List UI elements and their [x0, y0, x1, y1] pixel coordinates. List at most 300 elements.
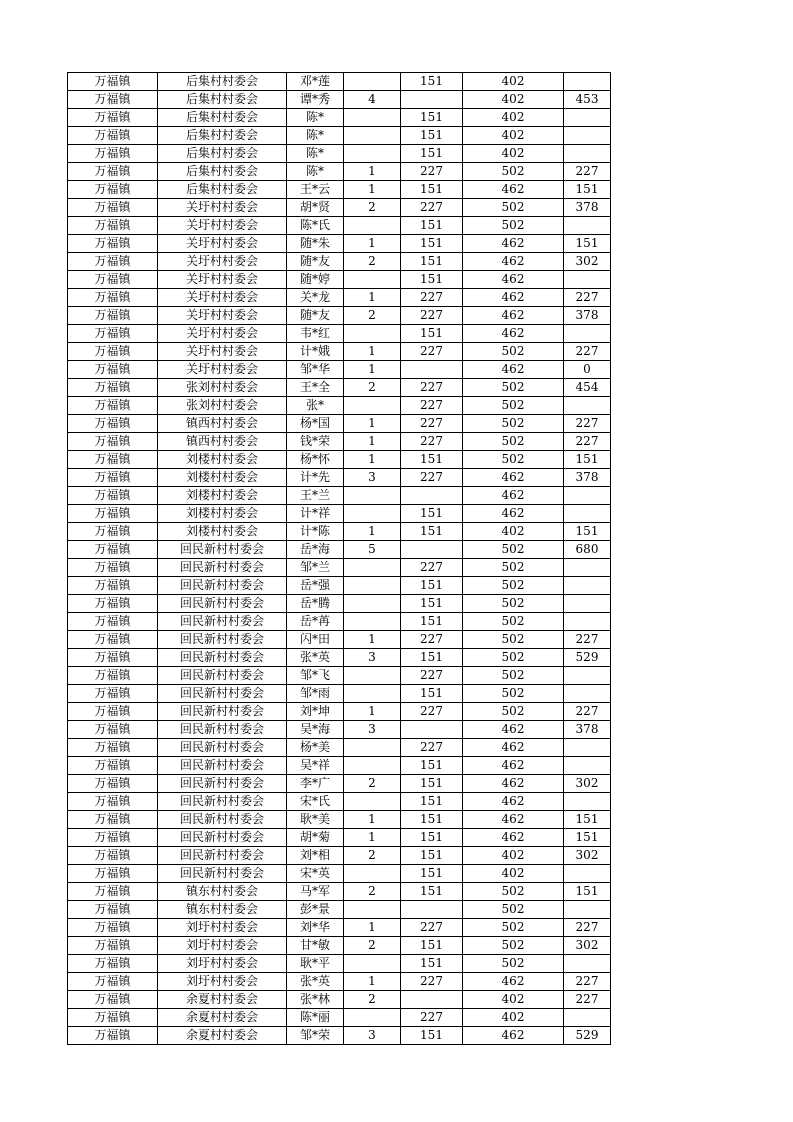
count-cell: 3	[344, 1027, 401, 1045]
value-a-cell: 151	[401, 451, 463, 469]
value-b-cell: 502	[463, 667, 564, 685]
table-row	[68, 577, 611, 595]
value-a-cell: 151	[401, 883, 463, 901]
value-b-cell: 462	[463, 793, 564, 811]
count-cell: 1	[344, 973, 401, 991]
value-a-cell: 151	[401, 523, 463, 541]
name-cell: 随*友	[287, 253, 344, 271]
village-cell: 刘圩村村委会	[158, 955, 287, 973]
name-cell: 陈*	[287, 127, 344, 145]
total-cell	[564, 955, 611, 973]
table-row	[68, 775, 611, 793]
value-a-cell: 151	[401, 793, 463, 811]
value-b-cell: 462	[463, 775, 564, 793]
town-cell: 万福镇	[68, 685, 158, 703]
table-row	[68, 469, 611, 487]
total-cell	[564, 793, 611, 811]
value-a-cell: 227	[401, 163, 463, 181]
table-row	[68, 649, 611, 667]
village-cell: 关圩村村委会	[158, 289, 287, 307]
total-cell	[564, 595, 611, 613]
count-cell	[344, 145, 401, 163]
count-cell	[344, 901, 401, 919]
count-cell	[344, 577, 401, 595]
count-cell: 1	[344, 235, 401, 253]
village-cell: 关圩村村委会	[158, 361, 287, 379]
name-cell: 王*云	[287, 181, 344, 199]
town-cell: 万福镇	[68, 991, 158, 1009]
value-a-cell: 227	[401, 379, 463, 397]
value-b-cell: 462	[463, 811, 564, 829]
count-cell: 1	[344, 289, 401, 307]
value-a-cell	[401, 901, 463, 919]
town-cell: 万福镇	[68, 127, 158, 145]
town-cell: 万福镇	[68, 919, 158, 937]
village-cell: 关圩村村委会	[158, 217, 287, 235]
table-row	[68, 199, 611, 217]
value-b-cell: 502	[463, 703, 564, 721]
value-b-cell: 402	[463, 91, 564, 109]
table-row	[68, 109, 611, 127]
village-cell: 回民新村村委会	[158, 667, 287, 685]
total-cell: 378	[564, 721, 611, 739]
total-cell	[564, 325, 611, 343]
count-cell	[344, 325, 401, 343]
town-cell: 万福镇	[68, 703, 158, 721]
name-cell: 吴*祥	[287, 757, 344, 775]
town-cell: 万福镇	[68, 379, 158, 397]
table-row	[68, 181, 611, 199]
village-cell: 后集村村委会	[158, 127, 287, 145]
table-row	[68, 973, 611, 991]
village-cell: 回民新村村委会	[158, 631, 287, 649]
value-a-cell: 151	[401, 685, 463, 703]
table-row	[68, 163, 611, 181]
table-row	[68, 325, 611, 343]
village-cell: 刘楼村村委会	[158, 451, 287, 469]
village-cell: 镇东村村委会	[158, 883, 287, 901]
count-cell	[344, 739, 401, 757]
total-cell: 151	[564, 811, 611, 829]
town-cell: 万福镇	[68, 1027, 158, 1045]
count-cell	[344, 487, 401, 505]
name-cell: 计*祥	[287, 505, 344, 523]
value-b-cell: 502	[463, 163, 564, 181]
total-cell	[564, 901, 611, 919]
town-cell: 万福镇	[68, 487, 158, 505]
count-cell: 2	[344, 847, 401, 865]
name-cell: 刘*相	[287, 847, 344, 865]
count-cell: 2	[344, 379, 401, 397]
value-b-cell: 462	[463, 361, 564, 379]
name-cell: 计*娥	[287, 343, 344, 361]
name-cell: 王*兰	[287, 487, 344, 505]
count-cell: 1	[344, 703, 401, 721]
table-row	[68, 451, 611, 469]
value-b-cell: 502	[463, 415, 564, 433]
town-cell: 万福镇	[68, 289, 158, 307]
table-row	[68, 865, 611, 883]
town-cell: 万福镇	[68, 235, 158, 253]
value-a-cell: 151	[401, 955, 463, 973]
name-cell: 谭*秀	[287, 91, 344, 109]
value-b-cell: 462	[463, 721, 564, 739]
count-cell: 1	[344, 829, 401, 847]
value-a-cell: 227	[401, 973, 463, 991]
table-row	[68, 793, 611, 811]
total-cell: 227	[564, 433, 611, 451]
value-a-cell: 151	[401, 577, 463, 595]
table-row	[68, 523, 611, 541]
table-row	[68, 1009, 611, 1027]
count-cell	[344, 613, 401, 631]
count-cell: 4	[344, 91, 401, 109]
name-cell: 杨*美	[287, 739, 344, 757]
table-row	[68, 811, 611, 829]
name-cell: 彭*景	[287, 901, 344, 919]
value-a-cell: 151	[401, 613, 463, 631]
value-a-cell	[401, 541, 463, 559]
value-b-cell: 462	[463, 757, 564, 775]
value-b-cell: 502	[463, 577, 564, 595]
count-cell: 2	[344, 991, 401, 1009]
value-a-cell: 151	[401, 775, 463, 793]
table-row	[68, 289, 611, 307]
name-cell: 张*英	[287, 973, 344, 991]
value-a-cell: 151	[401, 505, 463, 523]
total-cell: 378	[564, 199, 611, 217]
value-a-cell: 227	[401, 667, 463, 685]
value-a-cell: 227	[401, 307, 463, 325]
town-cell: 万福镇	[68, 199, 158, 217]
value-b-cell: 502	[463, 631, 564, 649]
village-cell: 关圩村村委会	[158, 271, 287, 289]
town-cell: 万福镇	[68, 955, 158, 973]
value-a-cell	[401, 991, 463, 1009]
town-cell: 万福镇	[68, 73, 158, 91]
table-row	[68, 703, 611, 721]
table-row	[68, 559, 611, 577]
town-cell: 万福镇	[68, 829, 158, 847]
total-cell	[564, 757, 611, 775]
total-cell: 454	[564, 379, 611, 397]
value-b-cell: 502	[463, 451, 564, 469]
total-cell: 227	[564, 415, 611, 433]
town-cell: 万福镇	[68, 343, 158, 361]
table-row	[68, 595, 611, 613]
value-a-cell: 227	[401, 397, 463, 415]
name-cell: 陈*丽	[287, 1009, 344, 1027]
total-cell	[564, 613, 611, 631]
count-cell: 2	[344, 307, 401, 325]
count-cell: 2	[344, 937, 401, 955]
value-a-cell	[401, 361, 463, 379]
town-cell: 万福镇	[68, 739, 158, 757]
total-cell	[564, 127, 611, 145]
town-cell: 万福镇	[68, 145, 158, 163]
name-cell: 关*龙	[287, 289, 344, 307]
total-cell: 151	[564, 451, 611, 469]
table-row	[68, 541, 611, 559]
value-b-cell: 502	[463, 397, 564, 415]
name-cell: 陈*	[287, 163, 344, 181]
value-b-cell: 502	[463, 217, 564, 235]
count-cell	[344, 73, 401, 91]
count-cell: 1	[344, 361, 401, 379]
value-b-cell: 402	[463, 847, 564, 865]
table-row	[68, 739, 611, 757]
count-cell: 1	[344, 163, 401, 181]
total-cell	[564, 73, 611, 91]
count-cell: 3	[344, 721, 401, 739]
total-cell: 378	[564, 469, 611, 487]
name-cell: 随*朱	[287, 235, 344, 253]
name-cell: 岳*腾	[287, 595, 344, 613]
town-cell: 万福镇	[68, 649, 158, 667]
name-cell: 邹*华	[287, 361, 344, 379]
table-row	[68, 721, 611, 739]
table-row	[68, 73, 611, 91]
village-cell: 关圩村村委会	[158, 199, 287, 217]
total-cell	[564, 109, 611, 127]
village-cell: 关圩村村委会	[158, 307, 287, 325]
village-cell: 关圩村村委会	[158, 343, 287, 361]
town-cell: 万福镇	[68, 775, 158, 793]
total-cell: 0	[564, 361, 611, 379]
name-cell: 耿*平	[287, 955, 344, 973]
count-cell	[344, 271, 401, 289]
village-cell: 回民新村村委会	[158, 775, 287, 793]
count-cell: 3	[344, 649, 401, 667]
town-cell: 万福镇	[68, 865, 158, 883]
village-cell: 回民新村村委会	[158, 811, 287, 829]
town-cell: 万福镇	[68, 469, 158, 487]
name-cell: 杨*国	[287, 415, 344, 433]
count-cell: 1	[344, 919, 401, 937]
name-cell: 闪*田	[287, 631, 344, 649]
total-cell	[564, 271, 611, 289]
table-row	[68, 217, 611, 235]
value-a-cell: 151	[401, 325, 463, 343]
total-cell: 151	[564, 235, 611, 253]
count-cell: 1	[344, 415, 401, 433]
value-a-cell: 151	[401, 109, 463, 127]
value-a-cell: 151	[401, 271, 463, 289]
total-cell: 151	[564, 523, 611, 541]
town-cell: 万福镇	[68, 109, 158, 127]
value-a-cell: 151	[401, 145, 463, 163]
total-cell: 227	[564, 163, 611, 181]
table-body	[68, 73, 611, 1045]
value-a-cell: 151	[401, 811, 463, 829]
village-cell: 镇西村村委会	[158, 433, 287, 451]
value-a-cell: 227	[401, 631, 463, 649]
table-row	[68, 685, 611, 703]
village-cell: 张刘村村委会	[158, 379, 287, 397]
table-row	[68, 883, 611, 901]
name-cell: 陈*	[287, 145, 344, 163]
name-cell: 马*军	[287, 883, 344, 901]
value-b-cell: 502	[463, 955, 564, 973]
value-a-cell: 151	[401, 829, 463, 847]
value-b-cell: 402	[463, 523, 564, 541]
count-cell	[344, 667, 401, 685]
name-cell: 岳*海	[287, 541, 344, 559]
town-cell: 万福镇	[68, 325, 158, 343]
name-cell: 邹*飞	[287, 667, 344, 685]
value-a-cell: 151	[401, 181, 463, 199]
village-cell: 刘圩村村委会	[158, 919, 287, 937]
value-b-cell: 462	[463, 307, 564, 325]
value-b-cell: 462	[463, 271, 564, 289]
count-cell: 5	[344, 541, 401, 559]
table-row	[68, 379, 611, 397]
village-cell: 回民新村村委会	[158, 721, 287, 739]
table-row	[68, 397, 611, 415]
total-cell: 529	[564, 649, 611, 667]
count-cell: 1	[344, 811, 401, 829]
town-cell: 万福镇	[68, 559, 158, 577]
count-cell: 2	[344, 883, 401, 901]
village-cell: 刘圩村村委会	[158, 973, 287, 991]
count-cell	[344, 685, 401, 703]
total-cell	[564, 1009, 611, 1027]
count-cell: 2	[344, 775, 401, 793]
table-row	[68, 91, 611, 109]
table-row	[68, 757, 611, 775]
count-cell	[344, 397, 401, 415]
village-cell: 回民新村村委会	[158, 649, 287, 667]
town-cell: 万福镇	[68, 217, 158, 235]
town-cell: 万福镇	[68, 271, 158, 289]
village-cell: 后集村村委会	[158, 181, 287, 199]
total-cell: 302	[564, 253, 611, 271]
village-cell: 刘楼村村委会	[158, 523, 287, 541]
total-cell: 378	[564, 307, 611, 325]
town-cell: 万福镇	[68, 541, 158, 559]
name-cell: 韦*红	[287, 325, 344, 343]
value-b-cell: 502	[463, 433, 564, 451]
data-table	[67, 72, 611, 1045]
name-cell: 岳*苒	[287, 613, 344, 631]
count-cell	[344, 955, 401, 973]
value-a-cell: 151	[401, 937, 463, 955]
value-b-cell: 462	[463, 1027, 564, 1045]
town-cell: 万福镇	[68, 811, 158, 829]
village-cell: 刘楼村村委会	[158, 469, 287, 487]
name-cell: 杨*怀	[287, 451, 344, 469]
value-b-cell: 462	[463, 325, 564, 343]
village-cell: 回民新村村委会	[158, 865, 287, 883]
town-cell: 万福镇	[68, 361, 158, 379]
value-b-cell: 402	[463, 109, 564, 127]
table-row	[68, 955, 611, 973]
value-b-cell: 402	[463, 73, 564, 91]
town-cell: 万福镇	[68, 613, 158, 631]
town-cell: 万福镇	[68, 667, 158, 685]
name-cell: 刘*坤	[287, 703, 344, 721]
value-b-cell: 502	[463, 901, 564, 919]
value-b-cell: 502	[463, 199, 564, 217]
name-cell: 刘*华	[287, 919, 344, 937]
value-b-cell: 502	[463, 649, 564, 667]
value-a-cell: 151	[401, 235, 463, 253]
value-b-cell: 462	[463, 487, 564, 505]
village-cell: 回民新村村委会	[158, 703, 287, 721]
village-cell: 张刘村村委会	[158, 397, 287, 415]
value-a-cell: 227	[401, 703, 463, 721]
town-cell: 万福镇	[68, 91, 158, 109]
total-cell: 680	[564, 541, 611, 559]
value-b-cell: 462	[463, 289, 564, 307]
total-cell: 302	[564, 775, 611, 793]
value-a-cell: 227	[401, 343, 463, 361]
village-cell: 后集村村委会	[158, 91, 287, 109]
table-row	[68, 937, 611, 955]
value-a-cell: 227	[401, 289, 463, 307]
name-cell: 宋*英	[287, 865, 344, 883]
name-cell: 王*全	[287, 379, 344, 397]
village-cell: 后集村村委会	[158, 73, 287, 91]
village-cell: 回民新村村委会	[158, 559, 287, 577]
town-cell: 万福镇	[68, 631, 158, 649]
value-a-cell: 227	[401, 433, 463, 451]
value-b-cell: 502	[463, 919, 564, 937]
value-a-cell: 151	[401, 253, 463, 271]
town-cell: 万福镇	[68, 901, 158, 919]
value-b-cell: 502	[463, 541, 564, 559]
total-cell	[564, 685, 611, 703]
value-b-cell: 462	[463, 739, 564, 757]
value-b-cell: 462	[463, 235, 564, 253]
name-cell: 甘*敏	[287, 937, 344, 955]
total-cell: 151	[564, 181, 611, 199]
name-cell: 张*林	[287, 991, 344, 1009]
value-b-cell: 462	[463, 181, 564, 199]
total-cell: 302	[564, 847, 611, 865]
count-cell	[344, 865, 401, 883]
name-cell: 陈*	[287, 109, 344, 127]
value-a-cell: 227	[401, 415, 463, 433]
count-cell: 1	[344, 523, 401, 541]
village-cell: 回民新村村委会	[158, 793, 287, 811]
total-cell	[564, 559, 611, 577]
value-b-cell: 462	[463, 253, 564, 271]
value-a-cell: 227	[401, 559, 463, 577]
value-a-cell: 151	[401, 847, 463, 865]
table-row	[68, 235, 611, 253]
value-b-cell: 402	[463, 127, 564, 145]
town-cell: 万福镇	[68, 505, 158, 523]
table-row	[68, 901, 611, 919]
value-a-cell: 227	[401, 199, 463, 217]
village-cell: 后集村村委会	[158, 163, 287, 181]
table-row	[68, 829, 611, 847]
town-cell: 万福镇	[68, 523, 158, 541]
town-cell: 万福镇	[68, 181, 158, 199]
total-cell	[564, 865, 611, 883]
value-a-cell: 227	[401, 919, 463, 937]
total-cell: 227	[564, 919, 611, 937]
value-b-cell: 402	[463, 865, 564, 883]
town-cell: 万福镇	[68, 163, 158, 181]
total-cell: 529	[564, 1027, 611, 1045]
town-cell: 万福镇	[68, 433, 158, 451]
name-cell: 胡*菊	[287, 829, 344, 847]
table-row	[68, 613, 611, 631]
table-row	[68, 343, 611, 361]
town-cell: 万福镇	[68, 595, 158, 613]
